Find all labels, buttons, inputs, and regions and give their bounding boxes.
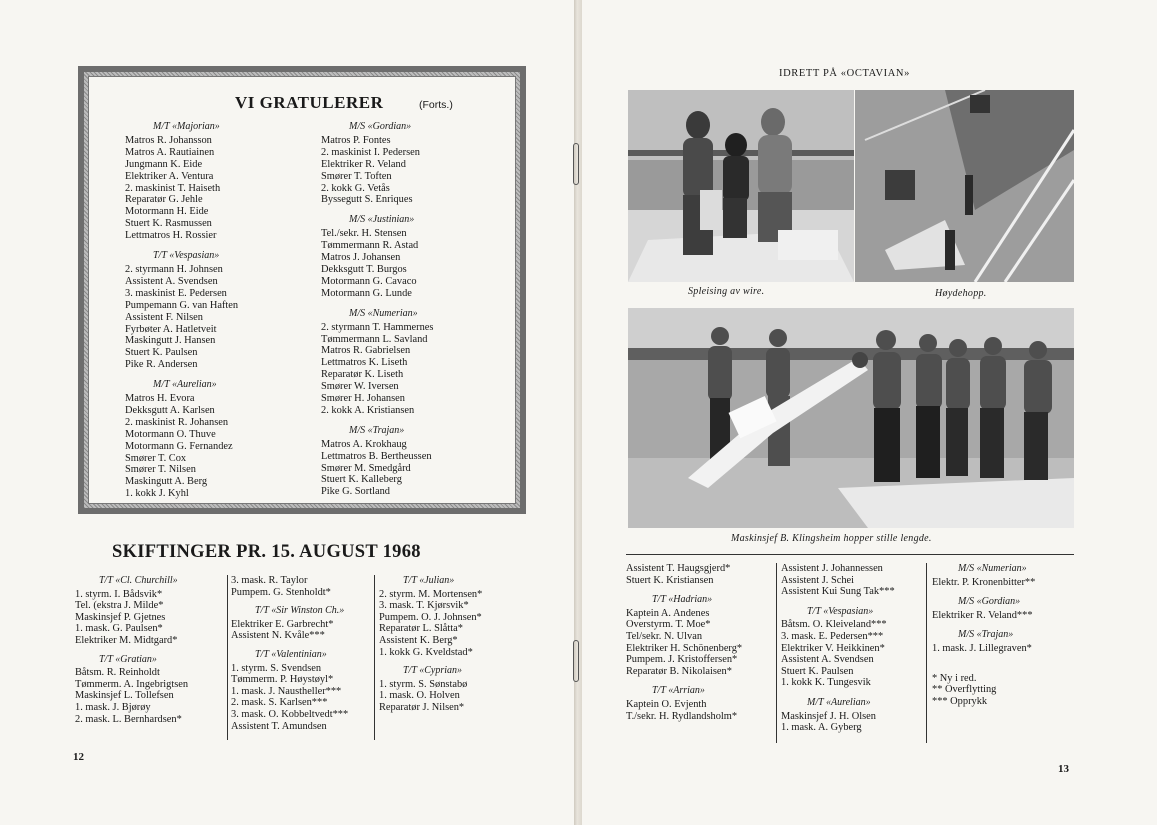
crew-entry: 3. mask. E. Pedersen*** — [781, 630, 884, 642]
gratulerer-column-1 — [125, 121, 315, 500]
crew-entry: Stuert K. Paulsen — [125, 347, 198, 359]
crew-entry: Reparatør K. Liseth — [321, 369, 404, 381]
crew-entry: 3. mask. O. Kobbeltvedt*** — [231, 708, 349, 720]
ship-heading: T/T «Vespasian» — [807, 605, 874, 617]
crew-entry: T./sekr. H. Rydlandsholm* — [626, 710, 738, 722]
crew-entry: Maskingutt A. Berg — [125, 476, 208, 488]
page-number-left: 12 — [73, 751, 84, 763]
staple-icon — [573, 640, 579, 682]
crew-entry: 2. styrm. M. Mortensen* — [379, 588, 483, 600]
crew-entry: Pumpemann G. van Haften — [125, 299, 239, 311]
divider-line — [626, 554, 1074, 555]
ship-heading: M/S «Gordian» — [349, 121, 412, 132]
crew-entry: Assistent F. Nilsen — [125, 311, 203, 323]
crew-entry: Byssegutt S. Enriques — [321, 194, 413, 206]
crew-entry: Pumpem. G. Stenholdt* — [231, 586, 331, 598]
crew-entry: Matros J. Johansen — [321, 252, 401, 264]
crew-entry: 1. styrm. I. Bådsvik* — [75, 588, 163, 600]
crew-entry: 2. mask. S. Karlsen*** — [231, 697, 328, 709]
gratulerer-forts: (Forts.) — [419, 99, 453, 111]
crew-entry: 1. mask. J. Bjørøy — [75, 701, 151, 713]
legend-promotion: *** Opprykk — [932, 695, 988, 707]
crew-entry: Matros H. Evora — [125, 393, 195, 405]
skiftinger-column-1 — [75, 575, 221, 725]
crew-entry: Assistent A. Svendsen — [125, 275, 218, 287]
crew-entry: Maskinsjef L. Tollefsen — [75, 690, 174, 702]
gratulerer-box — [78, 66, 526, 514]
gratulerer-title: VI GRATULERER — [235, 93, 384, 112]
crew-entry: 1. mask. J. Lillegraven* — [932, 642, 1032, 654]
ship-heading: M/S «Numerian» — [349, 307, 418, 319]
crew-entry: Assistent T. Amundsen — [231, 720, 327, 732]
crew-entry: Reparatør G. Jehle — [125, 194, 203, 206]
right-column-1 — [626, 563, 774, 722]
ship-heading: T/T «Julian» — [403, 575, 455, 586]
ship-heading: T/T «Arrian» — [652, 685, 705, 697]
crew-entry: 3. maskinist E. Pedersen — [125, 287, 227, 299]
crew-entry: Båtsm. R. Reinholdt — [75, 667, 160, 679]
crew-entry: 2. kokk G. Vetås — [321, 182, 390, 194]
crew-entry: Jungmann K. Eide — [125, 158, 203, 170]
crew-entry: Tømmerm. A. Ingebrigtsen — [75, 678, 189, 690]
crew-entry: Maskinsjef P. Gjetnes — [75, 611, 166, 623]
crew-entry: Reparatør J. Nilsen* — [379, 701, 465, 713]
crew-entry: Fyrbøter A. Hatletveit — [125, 323, 217, 335]
crew-entry: Elektriker E. Garbrecht* — [231, 618, 334, 630]
ship-heading: T/T «Hadrian» — [652, 594, 713, 606]
ship-heading: M/T «Aurelian» — [153, 379, 217, 391]
crew-entry: 1. mask. G. Paulsen* — [75, 623, 163, 635]
crew-entry: Stuert K. Kalleberg — [321, 474, 402, 486]
crew-entry: Reparatør B. Nikolaisen* — [626, 665, 732, 677]
crew-entry: Tel. (ekstra J. Milde* — [75, 600, 164, 612]
staple-icon — [573, 143, 579, 185]
crew-entry: Kaptein O. Evjenth — [626, 698, 707, 710]
crew-entry: 2. maskinist R. Johansen — [125, 416, 229, 428]
crew-entry: Motormann G. Fernandez — [125, 440, 233, 452]
crew-entry: Smører M. Smedgård — [321, 462, 411, 474]
crew-entry: 2. maskinist I. Pedersen — [321, 146, 420, 158]
crew-entry: 3. mask. T. Kjørsvik* — [379, 600, 469, 612]
crew-entry: Smører T. Cox — [125, 452, 187, 464]
crew-entry: 2. maskinist T. Haiseth — [125, 182, 221, 194]
crew-entry: Smører T. Toften — [321, 170, 392, 182]
crew-entry: 3. mask. R. Taylor — [231, 575, 308, 586]
right-column-2 — [776, 563, 924, 743]
crew-entry: Stuert K. Rasmussen — [125, 218, 212, 230]
crew-entry: Tømmermann R. Astad — [321, 240, 419, 252]
crew-entry: Matros R. Johansson — [125, 134, 212, 146]
crew-entry: Assistent J. Schei — [781, 574, 855, 586]
crew-entry: Elektriker R. Veland — [321, 158, 406, 170]
book-spine — [574, 0, 582, 825]
crew-entry: Båtsm. O. Kleiveland*** — [781, 619, 887, 631]
ship-heading: M/S «Trajan» — [958, 629, 1014, 641]
ship-heading: M/S «Gordian» — [958, 596, 1021, 608]
crew-entry: 2. kokk A. Kristiansen — [321, 404, 415, 416]
crew-entry: Maskinsjef J. H. Olsen — [781, 710, 876, 722]
crew-entry: Lettmatros K. Liseth — [321, 357, 408, 369]
caption-photo-2: Høydehopp. — [935, 288, 987, 299]
crew-entry: Matros P. Fontes — [321, 134, 391, 146]
crew-entry: Elektriker V. Heikkinen* — [781, 642, 885, 654]
crew-entry: Motormann G. Cavaco — [321, 275, 417, 287]
crew-entry: Elektriker H. Schönenberg* — [626, 642, 743, 654]
caption-photo-1: Spleising av wire. — [688, 286, 765, 297]
ship-heading: M/T «Majorian» — [153, 121, 220, 132]
skiftinger-column-2 — [227, 575, 369, 740]
crew-entry: Lettmatros B. Bertheussen — [321, 450, 432, 462]
crew-entry: Pike R. Andersen — [125, 359, 198, 371]
crew-entry: 1. mask. J. Naustheller*** — [231, 685, 342, 697]
crew-entry: Tel./sekr. H. Stensen — [321, 228, 407, 240]
crew-entry: Tømmerm. P. Høystøyl* — [231, 674, 334, 686]
crew-entry: Dekksgutt A. Karlsen — [125, 404, 215, 416]
ship-heading: M/T «Aurelian» — [807, 696, 871, 708]
crew-entry: 2. mask. L. Bernhardsen* — [75, 713, 182, 725]
crew-entry: Assistent A. Svendsen — [781, 654, 874, 666]
crew-entry: Stuert K. Paulsen — [781, 665, 854, 677]
crew-entry: Dekksgutt T. Burgos — [321, 263, 407, 275]
crew-entry: Assistent N. Kvåle*** — [231, 630, 325, 642]
ship-heading: T/T «Vespasian» — [153, 250, 220, 262]
crew-entry: Elektriker A. Ventura — [125, 170, 214, 182]
page-number-right: 13 — [1058, 763, 1069, 775]
skiftinger-column-3 — [374, 575, 514, 740]
crew-entry: Stuert K. Kristiansen — [626, 574, 714, 586]
crew-entry: Tel/sekr. N. Ulvan — [626, 630, 703, 642]
gratulerer-column-2 — [321, 121, 521, 498]
ship-heading: M/S «Justinian» — [349, 214, 415, 226]
crew-entry: Matros A. Krokhaug — [321, 438, 407, 450]
ship-heading: T/T «Cl. Churchill» — [99, 575, 178, 586]
ship-heading: T/T «Cyprian» — [403, 665, 462, 677]
crew-entry: 1. mask. A. Gyberg — [781, 722, 862, 734]
crew-entry: Elektr. P. Kronenbitter** — [932, 576, 1036, 588]
crew-entry: Overstyrm. T. Moe* — [626, 619, 711, 631]
crew-entry: Pumpem. O. J. Johnsen* — [379, 611, 482, 623]
ship-heading: M/S «Numerian» — [958, 563, 1027, 574]
crew-entry: 1. styrm. S. Sønstabø — [379, 678, 468, 690]
crew-entry: Smører T. Nilsen — [125, 464, 196, 476]
crew-entry: Lettmatros H. Rossier — [125, 230, 217, 242]
photo-long-jump — [628, 308, 1074, 528]
crew-entry: Assistent Kui Sung Tak*** — [781, 586, 895, 598]
photo-high-jump — [855, 90, 1074, 282]
crew-entry: 2. styrmann T. Hammernes — [321, 321, 434, 333]
crew-entry: Kaptein A. Andenes — [626, 607, 710, 619]
caption-photo-3: Maskinsjef B. Klingsheim hopper stille lengde. — [731, 533, 932, 544]
ship-heading: T/T «Gratian» — [99, 653, 157, 665]
crew-entry: 2. styrmann H. Johnsen — [125, 263, 223, 275]
crew-entry: Assistent J. Johannessen — [781, 563, 883, 574]
crew-entry: Pumpem. J. Kristoffersen* — [626, 654, 738, 666]
crew-entry: Maskingutt J. Hansen — [125, 335, 216, 347]
crew-entry: Tømmermann L. Savland — [321, 333, 428, 345]
crew-entry: Assistent K. Berg* — [379, 634, 458, 646]
crew-entry: 1. kokk J. Kyhl — [125, 488, 189, 500]
photo-splicing-wire — [628, 90, 854, 282]
crew-entry: Reparatør L. Slåtta* — [379, 623, 463, 635]
legend-transfer: ** Overflytting — [932, 684, 997, 696]
crew-entry: Smører H. Johansen — [321, 393, 405, 405]
right-column-3 — [926, 563, 1074, 743]
crew-entry: 1. kokk G. Kveldstad* — [379, 646, 473, 658]
idrett-heading: IDRETT PÅ «OCTAVIAN» — [779, 68, 910, 79]
crew-entry: Motormann O. Thuve — [125, 428, 216, 440]
ship-heading: T/T «Sir Winston Ch.» — [255, 605, 345, 617]
crew-entry: Elektriker M. Midtgard* — [75, 634, 178, 646]
crew-entry: 1. kokk K. Tungesvik — [781, 677, 871, 689]
skiftinger-title: SKIFTINGER PR. 15. AUGUST 1968 — [112, 542, 421, 562]
ship-heading: M/S «Trajan» — [349, 424, 405, 436]
crew-entry: 1. mask. O. Holven — [379, 690, 460, 702]
crew-entry: Pike G. Sortland — [321, 486, 390, 498]
crew-entry: Assistent T. Haugsgjerd* — [626, 563, 731, 574]
crew-entry: Motormann H. Eide — [125, 206, 209, 218]
crew-entry: Motormann G. Lunde — [321, 287, 412, 299]
crew-entry: Smører W. Iversen — [321, 381, 399, 393]
ship-heading: T/T «Valentinian» — [255, 648, 327, 660]
crew-entry: Matros A. Rautiainen — [125, 146, 215, 158]
legend-new: * Ny i red. — [932, 672, 977, 684]
crew-entry: 1. styrm. S. Svendsen — [231, 662, 322, 674]
crew-entry: Matros R. Gabrielsen — [321, 345, 411, 357]
crew-entry: Elektriker R. Veland*** — [932, 609, 1033, 621]
